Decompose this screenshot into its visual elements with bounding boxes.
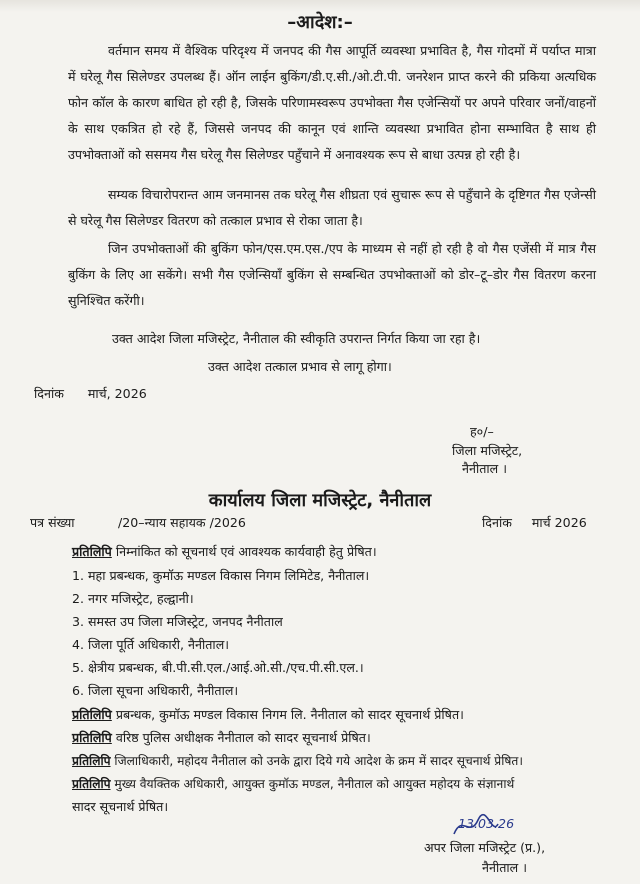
copy-intro: निम्नांकित को सूचनार्थ एवं आवश्यक कार्यवाही हेतु प्रेषित।: [115, 544, 377, 559]
office-signatory-title: अपर जिला मजिस्ट्रेट (प्र.),: [424, 840, 546, 855]
recipient-5: 5. क्षेत्रीय प्रबन्धक, बी.पी.सी.एल./आई.ओ.सी./एच.पी.सी.एल.।: [72, 660, 364, 675]
letter-number-value: /20–न्याय सहायक /2026: [118, 515, 246, 530]
order-title: –आदेश:–: [287, 12, 353, 33]
extra-copy-2: प्रतिलिपि वरिष्ठ पुलिस अधीक्षक नैनीताल को सादर सूचनार्थ प्रेषित।: [72, 730, 371, 745]
office-signatory-place: नैनीताल ।: [482, 860, 527, 875]
copy-intro-line: [72, 542, 377, 562]
order-paragraph-2: सम्यक विचारोपरान्त आम जनमानस तक घरेलू गैस शीघ्रता एवं सुचारू रूप से पहुँचाने के दृष्टिगत गैस एजेन्सी से घरेलू गैस सिलेण्डर वितरण को तत्काल प्रभाव से रोका जाता है।: [68, 187, 596, 228]
order-paragraph-3: जिन उपभोक्ताओं की बुकिंग फोन/एस.एम.एस./एप के माध्यम से नहीं हो रही है वो गैस एजेंसी में मात्र गैस बुकिंग के लिए आ सकेंगे। सभी गैस एजेन्सियाँ बुकिंग से सम्बन्धित उपभोक्ताओं को डोर–टू–डोर गैस वितरण करना सुनिश्चित करेंगी।: [68, 241, 596, 308]
recipient-4: 4. जिला पूर्ति अधिकारी, नैनीताल।: [72, 637, 229, 652]
signature-date: 13.03.26: [458, 816, 515, 831]
recipient-1: 1. महा प्रबन्धक, कुमॉऊ मण्डल विकास निगम लिमिटेड, नैनीताल।: [72, 568, 370, 583]
copy-label: प्रतिलिपि: [72, 544, 112, 559]
recipient-2: 2. नगर मजिस्ट्रेट, हल्द्वानी।: [72, 591, 194, 606]
order-signatory-title: जिला मजिस्ट्रेट,: [452, 443, 523, 458]
effective-line: उक्त आदेश तत्काल प्रभाव से लागू होगा।: [208, 359, 392, 374]
letter-number-label: पत्र संख्या: [30, 515, 75, 530]
extra-copy-1: प्रतिलिपि प्रबन्धक, कुमॉऊ मण्डल विकास निगम लि. नैनीताल को सादर सूचनार्थ प्रेषित।: [72, 707, 464, 722]
approval-line: उक्त आदेश जिला मजिस्ट्रेट, नैनीताल की स्वीकृति उपरान्त निर्गत किया जा रहा है।: [112, 331, 481, 346]
extra-copy-4-continued: सादर सूचनार्थ प्रेषित।: [72, 799, 169, 814]
order-paragraph-1: वर्तमान समय में वैश्विक परिदृश्य में जनपद की गैस आपूर्ति व्यवस्था प्रभावित है, गैस गोदमों में पर्याप्त मात्रा में घरेलू गैस सिलेण्डर उपलब्ध हैं। ऑन लाईन बुकिंग/डी.ए.सी./ओ.टी.पी. जनरेशन प्राप्त करने की प्रकिया अत्यधिक फोन कॉल के कारण बाधित हो रही है, जिसके परिणामस्वरूप उपभोक्ता गैस एजेन्सियों पर अपने परिवार जनों/वाहनों के साथ एकत्रित हो रहे हैं, जिससे जनपद की कानून एवं शान्ति व्यवस्था प्रभावित होना सम्भावित है साथ ही उपभोक्ताओं को ससमय गैस घरेलू गैस सिलेण्डर पहुँचाने में अनावश्यक रूप से बाधा उत्पन्न हो रही है।: [68, 43, 596, 162]
letter-date: दिनांक मार्च 2026: [482, 515, 587, 530]
recipient-6: 6. जिला सूचना अधिकारी, नैनीताल।: [72, 683, 239, 698]
recipient-3: 3. समस्त उप जिला मजिस्ट्रेट, जनपद नैनीताल: [72, 614, 283, 629]
order-signatory-place: नैनीताल ।: [462, 461, 507, 476]
extra-copy-4: प्रतिलिपि मुख्य वैयक्तिक अधिकारी, आयुक्त कुमॉऊ मण्डल, नैनीताल को आयुक्त महोदय के संज्ञानार्थ: [72, 777, 515, 791]
extra-copy-3: प्रतिलिपि जिलाधिकारी, महोदय नैनीताल को उनके द्वारा दिये गये आदेश के क्रम में सादर सूचनार्थ प्रेषित।: [72, 754, 523, 768]
order-date: दिनांक मार्च, 2026: [34, 386, 147, 401]
signed-mark: ह०/–: [470, 424, 494, 439]
office-heading: कार्यालय जिला मजिस्ट्रेट, नैनीताल: [208, 490, 432, 511]
